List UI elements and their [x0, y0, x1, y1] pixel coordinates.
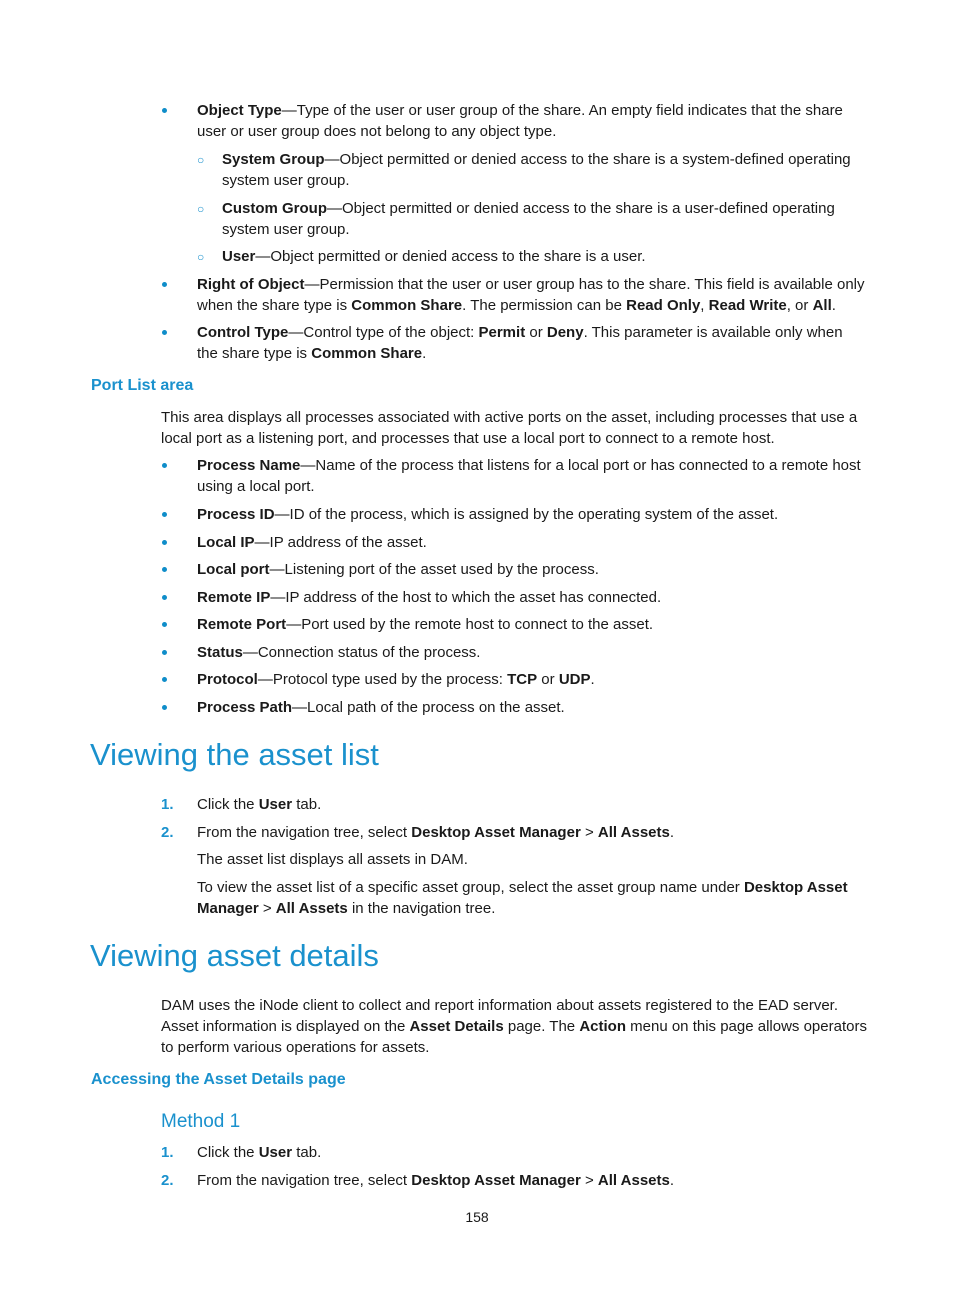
- circle-bullet-icon: ○: [197, 153, 205, 167]
- text-run: —Name of the process that listens for a local port or has connected to a remote host using a local port.: [197, 457, 861, 495]
- text-run: .: [669, 824, 675, 841]
- port-item-process-id: [197, 504, 867, 525]
- port-item-status: [197, 642, 867, 663]
- text-run: Read Only: [626, 297, 701, 314]
- text-run: Process ID: [197, 506, 275, 523]
- text-run: or: [525, 324, 547, 341]
- circle-bullet-icon: ○: [197, 250, 205, 264]
- text-run: All Assets: [597, 1172, 670, 1189]
- text-run: .: [831, 297, 836, 314]
- text-run: UDP: [558, 671, 591, 688]
- text-run: Permit: [478, 324, 526, 341]
- text-run: >: [258, 900, 276, 917]
- port-item-remote-ip: [197, 587, 867, 608]
- text-run: Read Write: [708, 297, 787, 314]
- text-run: To view the asset list of a specific asset group, select the asset group name under: [197, 879, 744, 896]
- text-run: —Object permitted or denied access to the share is a system-defined operating system user group.: [222, 151, 851, 189]
- text-run: Common Share: [311, 345, 423, 362]
- text-run: Local IP: [197, 534, 255, 551]
- text-run: Asset Details: [409, 1018, 504, 1035]
- text-run: Control Type: [197, 324, 289, 341]
- circle-bullet-icon: ○: [197, 202, 205, 216]
- step-number: 2.: [161, 1172, 174, 1189]
- port-item-process-name: [197, 455, 867, 497]
- asset-list-step-1: [197, 794, 867, 815]
- bullet-text: [197, 100, 867, 142]
- port-item-local-port: [197, 559, 867, 580]
- text-run: —Control type of the object:: [288, 324, 479, 341]
- asset-list-step-2: [197, 822, 867, 843]
- text-run: All Assets: [597, 824, 670, 841]
- bullet-dot-icon: [161, 323, 169, 331]
- bullet-dot-icon: [161, 456, 169, 464]
- sub-bullet-system-group: [222, 149, 867, 191]
- text-run: Custom Group: [222, 200, 327, 217]
- text-run: Desktop Asset Manager: [197, 879, 848, 917]
- heading-viewing-asset-details: Viewing asset details: [90, 938, 379, 973]
- text-run: or: [537, 671, 559, 688]
- asset-list-note-1: The asset list displays all assets in DAM.: [197, 851, 468, 868]
- text-run: tab.: [292, 1144, 322, 1161]
- port-item-protocol: [197, 669, 867, 690]
- sub-bullet-user: [222, 246, 867, 267]
- text-run: —IP address of the host to which the asset has connected.: [270, 589, 662, 606]
- text-run: System Group: [222, 151, 325, 168]
- text-run: , or: [786, 297, 813, 314]
- bullet-dot-icon: [161, 533, 169, 541]
- text-run: Remote Port: [197, 616, 287, 633]
- text-run: >: [580, 824, 598, 841]
- text-run: .: [669, 1172, 675, 1189]
- text-run: User: [258, 796, 293, 813]
- text-run: All: [812, 297, 832, 314]
- bullet-dot-icon: [161, 615, 169, 623]
- asset-details-intro: [161, 995, 867, 1058]
- text-run: —Protocol type used by the process:: [257, 671, 508, 688]
- text-run: .: [590, 671, 595, 688]
- asset-details-step-2: [197, 1170, 867, 1191]
- text-run: Process Name: [197, 457, 301, 474]
- bullet-dot-icon: [161, 101, 169, 109]
- port-item-remote-port: [197, 614, 867, 635]
- page-number: 158: [465, 1209, 489, 1225]
- text-run: . This parameter is available only when the share type is: [197, 324, 843, 362]
- step-number: 2.: [161, 824, 174, 841]
- section-heading-accessing-asset-details: Accessing the Asset Details page: [91, 1071, 346, 1088]
- text-run: TCP: [507, 671, 538, 688]
- section-heading-port-list: Port List area: [91, 377, 194, 394]
- text-run: menu on this page allows operators to perform various operations for assets.: [161, 1018, 867, 1056]
- text-run: Common Share: [351, 297, 463, 314]
- text-run: —Object permitted or denied access to the share is a user-defined operating system user group.: [222, 200, 835, 238]
- text-run: page. The: [503, 1018, 580, 1035]
- text-run: ,: [700, 297, 709, 314]
- step-number: 1.: [161, 796, 174, 813]
- text-run: From the navigation tree, select: [197, 824, 412, 841]
- step-number: 1.: [161, 1144, 174, 1161]
- text-run: —Connection status of the process.: [242, 644, 481, 661]
- text-run: . The permission can be: [462, 297, 627, 314]
- heading-viewing-asset-list: Viewing the asset list: [90, 737, 379, 772]
- port-list-intro: This area displays all processes associated with active ports on the asset, including processes that use a local port as a listening port, and processes that use a local port to connect to a remote host.: [161, 409, 858, 447]
- bullet-control-type: [197, 322, 867, 364]
- text-run: From the navigation tree, select: [197, 1172, 412, 1189]
- bullet-right-of-object: [197, 274, 867, 316]
- text-run: Action: [579, 1018, 626, 1035]
- text-run: —Object permitted or denied access to the share is a user.: [255, 248, 646, 265]
- bullet-dot-icon: [161, 275, 169, 283]
- bullet-dot-icon: [161, 560, 169, 568]
- text-run: in the navigation tree.: [347, 900, 496, 917]
- asset-list-note-2: [197, 877, 867, 919]
- text-run: Remote IP: [197, 589, 271, 606]
- text-run: tab.: [292, 796, 322, 813]
- text-run: —IP address of the asset.: [254, 534, 427, 551]
- text-run: Status: [197, 644, 243, 661]
- text-run: Click the: [197, 796, 259, 813]
- text-run: Deny: [546, 324, 584, 341]
- text-run: .: [422, 345, 427, 362]
- asset-details-step-1: [197, 1142, 867, 1163]
- text-run: —ID of the process, which is assigned by the operating system of the asset.: [274, 506, 779, 523]
- bullet-dot-icon: [161, 643, 169, 651]
- port-item-local-ip: [197, 532, 867, 553]
- text-run: —Listening port of the asset used by the process.: [269, 561, 599, 578]
- text-run: Right of Object: [197, 276, 305, 293]
- text-run: Click the: [197, 1144, 259, 1161]
- method-heading: Method 1: [161, 1111, 241, 1132]
- bullet-dot-icon: [161, 670, 169, 678]
- text-run: User: [258, 1144, 293, 1161]
- text-run: Desktop Asset Manager: [411, 824, 581, 841]
- bullet-dot-icon: [161, 505, 169, 513]
- text-run: DAM uses the iNode client to collect and report information about assets registered to the EAD server. Asset information is displayed on the: [161, 997, 839, 1035]
- text-run: Desktop Asset Manager: [411, 1172, 581, 1189]
- text-run: >: [580, 1172, 598, 1189]
- text-run: Object Type: [197, 102, 282, 119]
- text-run: —Permission that the user or user group has to the share. This field is available only when the share type is: [197, 276, 865, 314]
- text-run: —Local path of the process on the asset.: [292, 699, 565, 716]
- text-run: Process Path: [197, 699, 293, 716]
- text-run: All Assets: [275, 900, 348, 917]
- text-run: Protocol: [197, 671, 258, 688]
- port-item-process-path: [197, 697, 867, 718]
- text-run: —Type of the user or user group of the share. An empty field indicates that the share user or user group does not belong to any object type.: [197, 102, 843, 140]
- text-run: Local port: [197, 561, 270, 578]
- bullet-dot-icon: [161, 588, 169, 596]
- text-run: User: [222, 248, 256, 265]
- bullet-dot-icon: [161, 698, 169, 706]
- text-run: —Port used by the remote host to connect to the asset.: [286, 616, 654, 633]
- sub-bullet-custom-group: [222, 198, 867, 240]
